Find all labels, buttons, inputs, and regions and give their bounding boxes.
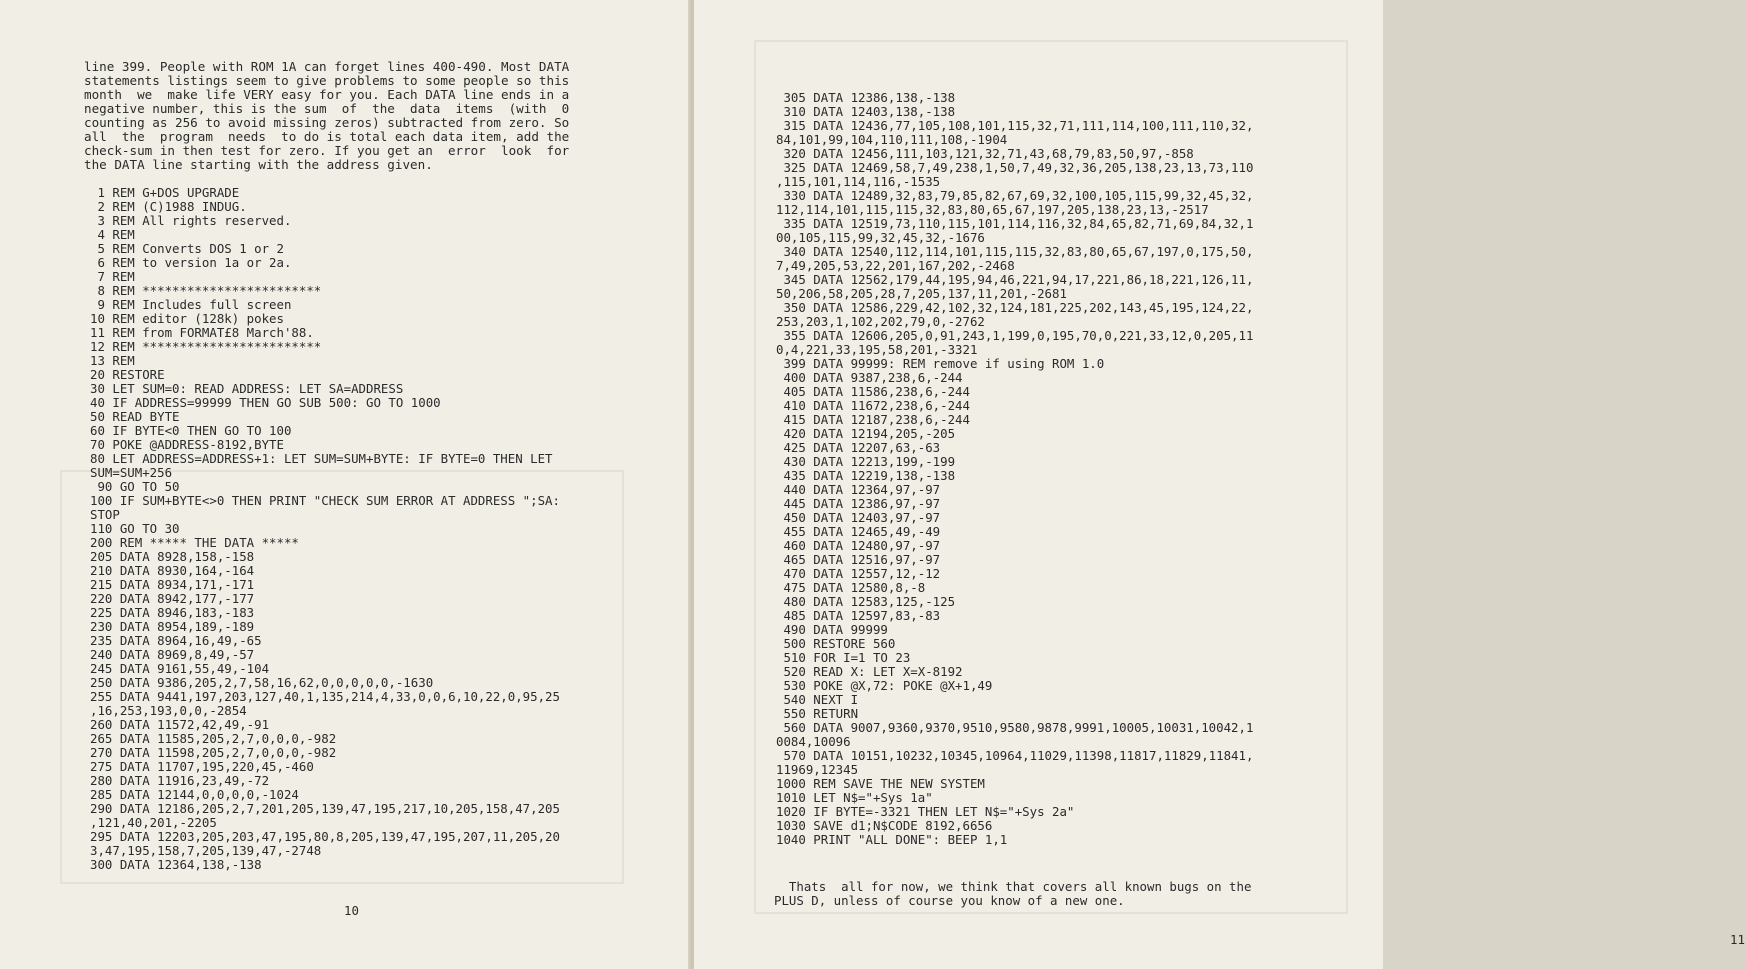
code-line: 210 DATA 8930,164,-164: [90, 563, 255, 578]
code-line: 1040 PRINT "ALL DONE": BEEP 1,1: [776, 832, 1008, 847]
code-line: 490 DATA 99999: [776, 622, 888, 637]
code-line: 420 DATA 12194,205,-205: [776, 426, 956, 441]
code-line: 1020 IF BYTE=-3321 THEN LET N$="+Sys 2a": [776, 804, 1075, 819]
code-line: 550 RETURN: [776, 706, 859, 721]
code-line: 335 DATA 12519,73,110,115,101,114,116,32,84,65,82,71,69,84,32,1: [776, 216, 1254, 231]
code-line: 325 DATA 12469,58,7,49,238,1,50,7,49,32,36,205,138,23,13,73,110: [776, 160, 1254, 175]
code-line: 80 LET ADDRESS=ADDRESS+1: LET SUM=SUM+BYTE: IF BYTE=0 THEN LET: [90, 451, 553, 466]
code-line: 240 DATA 8969,8,49,-57: [90, 647, 255, 662]
code-line: 84,101,99,104,110,111,108,-1904: [776, 132, 1008, 147]
intro-line: line 399. People with ROM 1A can forget lines 400-490. Most DATA: [84, 59, 570, 74]
code-line: 70 POKE @ADDRESS-8192,BYTE: [90, 437, 284, 452]
code-line: 290 DATA 12186,205,2,7,201,205,139,47,195,217,10,205,158,47,205: [90, 801, 560, 816]
code-line: 350 DATA 12586,229,42,102,32,124,181,225,202,143,45,195,124,22,: [776, 300, 1254, 315]
code-line: 230 DATA 8954,189,-189: [90, 619, 255, 634]
code-line: 0,4,221,33,195,58,201,-3321: [776, 342, 978, 357]
code-line: 4 REM: [90, 227, 135, 242]
code-line: 2 REM (C)1988 INDUG.: [90, 199, 247, 214]
code-line: 275 DATA 11707,195,220,45,-460: [90, 759, 314, 774]
code-line: ,115,101,114,116,-1535: [776, 174, 941, 189]
code-line: 470 DATA 12557,12,-12: [776, 566, 941, 581]
code-line: ,16,253,193,0,0,-2854: [90, 703, 247, 718]
intro-line: all the program needs to do is total each data item, add the: [84, 129, 570, 144]
code-line: 12 REM ************************: [90, 339, 322, 354]
code-line: 215 DATA 8934,171,-171: [90, 577, 255, 592]
code-line: 10 REM editor (128k) pokes: [90, 311, 284, 326]
code-line: 405 DATA 11586,238,6,-244: [776, 384, 970, 399]
code-line: 50,206,58,205,28,7,205,137,11,201,-2681: [776, 286, 1067, 301]
closing-line: PLUS D, unless of course you know of a new one.: [774, 893, 1125, 908]
code-line: 305 DATA 12386,138,-138: [776, 90, 956, 105]
code-line: 280 DATA 11916,23,49,-72: [90, 773, 270, 788]
code-line: 320 DATA 12456,111,103,121,32,71,43,68,79,83,50,97,-858: [776, 146, 1194, 161]
code-line: 7,49,205,53,22,201,167,202,-2468: [776, 258, 1015, 273]
code-line: 440 DATA 12364,97,-97: [776, 482, 941, 497]
code-line: 450 DATA 12403,97,-97: [776, 510, 941, 525]
code-line: 540 NEXT I: [776, 692, 859, 707]
code-line: STOP: [90, 507, 120, 522]
code-line: 500 RESTORE 560: [776, 636, 896, 651]
left-page: [0, 0, 690, 969]
code-line: 30 LET SUM=0: READ ADDRESS: LET SA=ADDRESS: [90, 381, 404, 396]
intro-line: counting as 256 to avoid missing zeros) subtracted from zero. So: [84, 115, 570, 130]
code-line: SUM=SUM+256: [90, 465, 173, 480]
code-line: 100 IF SUM+BYTE<>0 THEN PRINT "CHECK SUM ERROR AT ADDRESS ";SA:: [90, 493, 560, 508]
code-line: 345 DATA 12562,179,44,195,94,46,221,94,17,221,86,18,221,126,11,: [776, 272, 1254, 287]
code-line: 430 DATA 12213,199,-199: [776, 454, 956, 469]
code-line: 355 DATA 12606,205,0,91,243,1,199,0,195,70,0,221,33,12,0,205,11: [776, 328, 1254, 343]
code-line: 400 DATA 9387,238,6,-244: [776, 370, 963, 385]
code-line: 200 REM ***** THE DATA *****: [90, 535, 299, 550]
code-line: 6 REM to version 1a or 2a.: [90, 255, 292, 270]
code-line: 295 DATA 12203,205,203,47,195,80,8,205,139,47,195,207,11,205,20: [90, 829, 560, 844]
code-line: 1010 LET N$="+Sys 1a": [776, 790, 933, 805]
code-line: 460 DATA 12480,97,-97: [776, 538, 941, 553]
code-line: 11969,12345: [776, 762, 859, 777]
code-line: 399 DATA 99999: REM remove if using ROM 1.0: [776, 356, 1105, 371]
code-line: 300 DATA 12364,138,-138: [90, 857, 262, 872]
code-line: 40 IF ADDRESS=99999 THEN GO SUB 500: GO TO 1000: [90, 395, 441, 410]
code-line: 255 DATA 9441,197,203,127,40,1,135,214,4,33,0,0,6,10,22,0,95,25: [90, 689, 560, 704]
intro-line: check-sum in then test for zero. If you get an error look for: [84, 143, 570, 158]
code-line: 285 DATA 12144,0,0,0,0,-1024: [90, 787, 299, 802]
code-line: 5 REM Converts DOS 1 or 2: [90, 241, 284, 256]
code-line: 90 GO TO 50: [90, 479, 180, 494]
code-line: 9 REM Includes full screen: [90, 297, 292, 312]
code-line: 410 DATA 11672,238,6,-244: [776, 398, 970, 413]
intro-paragraph: [84, 60, 630, 172]
code-line: 220 DATA 8942,177,-177: [90, 591, 255, 606]
code-line: 235 DATA 8964,16,49,-65: [90, 633, 262, 648]
code-line: 60 IF BYTE<0 THEN GO TO 100: [90, 423, 292, 438]
code-line: 475 DATA 12580,8,-8: [776, 580, 926, 595]
code-line: 480 DATA 12583,125,-125: [776, 594, 956, 609]
code-line: 425 DATA 12207,63,-63: [776, 440, 941, 455]
code-line: 340 DATA 12540,112,114,101,115,115,32,83,80,65,67,197,0,175,50,: [776, 244, 1254, 259]
code-line: 1030 SAVE d1;N$CODE 8192,6656: [776, 818, 993, 833]
code-line: 205 DATA 8928,158,-158: [90, 549, 255, 564]
code-line: 13 REM: [90, 353, 135, 368]
code-line: 50 READ BYTE: [90, 409, 180, 424]
code-line: 520 READ X: LET X=X-8192: [776, 664, 963, 679]
code-line: 0084,10096: [776, 734, 851, 749]
code-line: 11 REM from FORMAT£8 March'88.: [90, 325, 314, 340]
code-line: 570 DATA 10151,10232,10345,10964,11029,11398,11817,11829,11841,: [776, 748, 1254, 763]
intro-line: the DATA line starting with the address given.: [84, 157, 433, 172]
code-line: 330 DATA 12489,32,83,79,85,82,67,69,32,100,105,115,99,32,45,32,: [776, 188, 1254, 203]
code-line: 560 DATA 9007,9360,9370,9510,9580,9878,9991,10005,10031,10042,1: [776, 720, 1254, 735]
page-number-left: 10: [344, 903, 359, 918]
closing-paragraph: [774, 880, 1334, 908]
code-line: 455 DATA 12465,49,-49: [776, 524, 941, 539]
code-line: 530 POKE @X,72: POKE @X+1,49: [776, 678, 993, 693]
code-line: 260 DATA 11572,42,49,-91: [90, 717, 270, 732]
code-line: ,121,40,201,-2205: [90, 815, 217, 830]
right-page: [694, 0, 1745, 969]
code-line: 3,47,195,158,7,205,139,47,-2748: [90, 843, 322, 858]
code-line: 315 DATA 12436,77,105,108,101,115,32,71,111,114,100,111,110,32,: [776, 118, 1254, 133]
code-line: 250 DATA 9386,205,2,7,58,16,62,0,0,0,0,0,-1630: [90, 675, 434, 690]
code-line: 445 DATA 12386,97,-97: [776, 496, 941, 511]
intro-line: statements listings seem to give problems to some people so this: [84, 73, 570, 88]
code-line: 270 DATA 11598,205,2,7,0,0,0,-982: [90, 745, 337, 760]
code-line: 253,203,1,102,202,79,0,-2762: [776, 314, 985, 329]
intro-line: month we make life VERY easy for you. Each DATA line ends in a: [84, 87, 570, 102]
code-line: 1000 REM SAVE THE NEW SYSTEM: [776, 776, 985, 791]
code-line: 265 DATA 11585,205,2,7,0,0,0,-982: [90, 731, 337, 746]
code-line: 110 GO TO 30: [90, 521, 180, 536]
code-line: 8 REM ************************: [90, 283, 322, 298]
code-line: 112,114,101,115,115,32,83,80,65,67,197,205,138,23,13,-2517: [776, 202, 1209, 217]
code-line: 7 REM: [90, 269, 135, 284]
code-line: 465 DATA 12516,97,-97: [776, 552, 941, 567]
basic-listing-right: [776, 91, 1336, 847]
code-line: 435 DATA 12219,138,-138: [776, 468, 956, 483]
code-line: 310 DATA 12403,138,-138: [776, 104, 956, 119]
code-line: 1 REM G+DOS UPGRADE: [90, 185, 240, 200]
page-number-right: 11: [1730, 932, 1745, 947]
intro-line: negative number, this is the sum of the data items (with 0: [84, 101, 570, 116]
closing-line: Thats all for now, we think that covers all known bugs on the: [774, 879, 1252, 894]
code-line: 245 DATA 9161,55,49,-104: [90, 661, 270, 676]
code-line: 225 DATA 8946,183,-183: [90, 605, 255, 620]
code-line: 00,105,115,99,32,45,32,-1676: [776, 230, 985, 245]
code-line: 20 RESTORE: [90, 367, 165, 382]
code-line: 3 REM All rights reserved.: [90, 213, 292, 228]
code-line: 485 DATA 12597,83,-83: [776, 608, 941, 623]
code-line: 415 DATA 12187,238,6,-244: [776, 412, 970, 427]
code-line: 510 FOR I=1 TO 23: [776, 650, 911, 665]
basic-listing-left: [90, 186, 635, 872]
